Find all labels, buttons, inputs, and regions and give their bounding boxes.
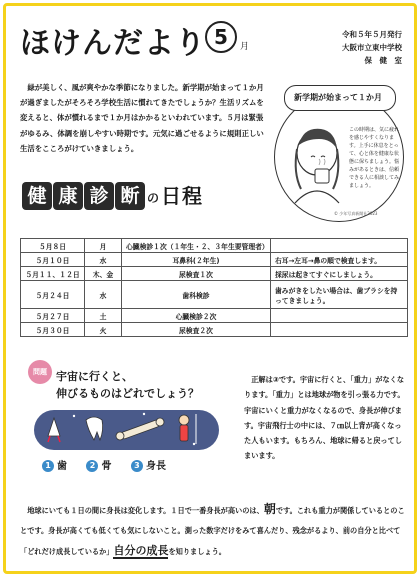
illustration-caption: この時期は、気に疲れを感じやすくなります。上手に休息をとって、心と体を健康な状態に保ちましょう。悩みがあるときは、信頼できる人に相談してみましょう。 [349,127,400,189]
bottom-text: を知りましょう。 [168,547,226,556]
row-day: 土 [85,309,122,323]
bubble-text: 新学期が始まって１か月 [294,93,382,102]
row-note: 採尿は起きてすぐにしましょう。 [271,267,408,281]
issue-date: 令和５年５月発行 [342,30,402,39]
month-number: 5 [205,21,237,53]
table-row [21,323,408,337]
heading-char: 断 [115,182,145,210]
row-day: 火 [85,323,122,337]
option-label: 身長 [145,461,166,472]
option-label: 骨 [101,461,112,472]
row-exam: 歯科検診 [122,281,271,309]
row-day: 木、金 [85,267,122,281]
quiz-answer: 正解は③です。宇宙に行くと、「重力」がなくなります。「重力」とは地球が物を引っ張る力です。宇宙にいくと重力がなくなるので、身長が伸びます。宇宙飛行士の中には、７㎝以上背が高くなった人もいます。もちろん、地球に帰ると戻ってしまいます。 [244,375,405,461]
quiz-question [56,368,221,402]
row-note: 歯みがきをしたい場合は、歯ブラシを持ってきましょう。 [271,281,408,309]
table-row [21,309,408,323]
row-date: ５月８日 [21,239,85,253]
heading-char: 診 [84,182,114,210]
bottom-paragraph [20,499,408,562]
quiz-badge: 問題 [28,360,52,384]
emphasis-growth: 自分の成長 [113,544,169,557]
row-note [271,309,408,323]
option-number: 3 [131,460,143,472]
quiz-option [131,457,166,472]
heading-particle: の [147,191,160,205]
bottom-text: 地球にいても１日の間に身長は変化します。１日で一番身長が高いのは、 [27,506,264,515]
heading-char: 程 [182,184,203,208]
row-note: 右耳→左耳→鼻の順で検査します。 [271,253,408,267]
month-unit: 月 [240,42,250,52]
row-exam: 心臓検診２次 [122,309,271,323]
row-date: ５月２４日 [21,281,85,309]
table-row [21,281,408,309]
row-date: ５月１０日 [21,253,85,267]
table-row [21,239,408,253]
newsletter-title: ほけんだより [20,26,206,61]
row-date: ５月２７日 [21,309,85,323]
quiz-options [42,457,182,472]
table-row [21,267,408,281]
row-exam: 尿検査２次 [122,323,271,337]
option-number: 2 [86,460,98,472]
heading-char: 健 [22,182,52,210]
quiz-option [42,457,67,472]
row-date: ５月３０日 [21,323,85,337]
emphasis-morning: 朝 [263,502,276,516]
intro-paragraph: 緑が美しく、風が爽やかな季節になりました。新学期が始まって１か月が過ぎましたがそろそろ学校生活に慣れてきたでしょうか？生活リズムを変えると、体が慣れるまで１か月はかかるといわれています。５月は緊張がゆるみ、体調を崩しやすい時期です。元気に過ごせるように規則正しい生活をこころがけていきましょう。 [20,83,264,153]
row-exam: 耳鼻科(２年生) [122,253,271,267]
row-exam: 尿検査１次 [122,267,271,281]
quiz-question-line: 伸びるものはどれでしょう？ [56,387,199,400]
row-date: ５月１１、１２日 [21,267,85,281]
option-number: 1 [42,460,54,472]
row-day: 水 [85,281,122,309]
heading-char: 康 [53,182,83,210]
newsletter-page [3,3,417,574]
quiz-option [86,457,111,472]
illustration-credit: © 少年写真新聞社2023 [334,211,378,216]
table-row [21,253,408,267]
office-name: 保 健 室 [364,56,402,65]
row-exam: 心臓検診１次（１年生・２、３年生要管理者） [122,239,271,253]
school-name: 大阪市立東中学校 [342,43,402,52]
schedule-table [20,238,408,337]
row-day: 月 [85,239,122,253]
row-note [271,239,408,253]
quiz-question-line: 宇宙に行くと、 [56,370,133,383]
space-illustration [34,406,219,454]
bottom-text: です。これも重力が関係しているとのことです。身長が高くても低くても気にしないこと。測った数字だけをみて喜んだり、残念がるより、前の自分と比べて「どれだけ成長しているか」 [20,506,405,556]
issuer-block [342,28,402,67]
heading-char: 日 [161,184,182,208]
row-day: 水 [85,253,122,267]
option-label: 歯 [57,461,67,472]
row-note [271,323,408,337]
section-heading [22,182,202,210]
